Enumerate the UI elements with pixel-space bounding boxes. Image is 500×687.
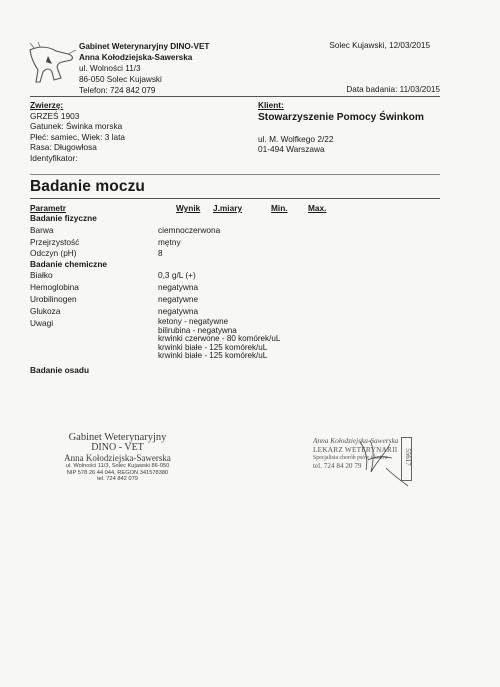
- client-street: ul. M. Wolfkego 2/22: [258, 133, 334, 144]
- header-result: Wynik: [176, 203, 201, 213]
- place-date: Solec Kujawski, 12/03/2015: [329, 41, 430, 50]
- section-physical: Badanie fizyczne: [30, 213, 97, 223]
- clinic-logo-icon: [28, 42, 80, 88]
- row-value-ph: 8: [158, 248, 163, 258]
- row-label-color: Barwa: [30, 225, 54, 235]
- stamp-clinic-line: ul. Wolności 11/3, Solec Kujawski 86-050: [65, 463, 170, 469]
- header-min: Min.: [271, 203, 288, 213]
- client-divider: [30, 174, 440, 175]
- row-value-protein: 0,3 g/L (+): [158, 270, 196, 280]
- row-value-clarity: mętny: [158, 237, 181, 247]
- animal-block: [30, 100, 125, 164]
- row-label-glucose: Glukoza: [30, 306, 61, 316]
- row-label-clarity: Przejrzystość: [30, 237, 80, 247]
- stamp-clinic-line: tel. 724 842 079: [97, 476, 138, 483]
- row-value-notes: [158, 318, 280, 361]
- row-value-color: ciemnoczerwona: [158, 225, 221, 235]
- clinic-street: ul. Wolności 11/3: [79, 64, 141, 73]
- header-divider: [30, 96, 440, 97]
- notes-line: krwinki białe - 125 komórek/uL: [158, 342, 268, 352]
- clinic-city: 86-050 Solec Kujawski: [79, 75, 162, 84]
- section-sediment: Badanie osadu: [30, 365, 90, 375]
- animal-sex-age: Płeć: samiec, Wiek: 3 lata: [30, 131, 125, 142]
- stamp-doctor-line: LEKARZ WETERYNARII: [313, 445, 398, 454]
- row-value-glucose: negatywna: [158, 306, 199, 316]
- client-heading: Klient:: [258, 100, 284, 110]
- stamp-clinic-line: NIP 578 26 44 044, REGON 341578380: [66, 469, 169, 476]
- exam-date: Data badania: 11/03/2015: [346, 85, 440, 94]
- clinic-phone: Telefon: 724 842 079: [79, 86, 156, 95]
- row-label-ph: Odczyn (pH): [30, 248, 77, 258]
- clinic-owner: Anna Kołodziejska-Sawerska: [79, 53, 193, 62]
- stamp-number: 55617: [404, 448, 412, 466]
- animal-name: GRZEŚ 1903: [30, 110, 80, 121]
- animal-id: Identyfikator:: [30, 152, 78, 163]
- stamp-doctor-line: Specjalista chorób psów i kotów: [313, 455, 389, 461]
- row-label-protein: Białko: [30, 270, 53, 280]
- clinic-header: [79, 41, 209, 96]
- row-value-hemoglobin: negatywna: [158, 282, 199, 292]
- stamp-clinic-line: DINO - VET: [91, 442, 144, 453]
- client-city: 01-494 Warszawa: [258, 144, 325, 155]
- animal-species: Gatunek: Świnka morska: [30, 121, 123, 132]
- row-value-urobilinogen: negatywne: [158, 294, 199, 304]
- stamp-doctor-line: Anna Kołodziejska-Sawerska: [313, 436, 399, 445]
- notes-line: krwinki białe - 125 komórek/uL: [158, 351, 268, 361]
- header-max: Max.: [308, 203, 327, 213]
- page-title: Badanie moczu: [30, 178, 145, 195]
- title-divider: [30, 198, 440, 199]
- animal-breed: Rasa: Długowłosa: [30, 142, 97, 153]
- header-unit: J.miary: [213, 203, 243, 213]
- clinic-name: Gabinet Weterynaryjny DINO-VET: [79, 42, 210, 51]
- animal-heading: Zwierzę:: [30, 100, 64, 110]
- client-block: [258, 100, 424, 155]
- row-label-hemoglobin: Hemoglobina: [30, 282, 79, 292]
- client-name: Stowarzyszenie Pomocy Świnkom: [258, 111, 424, 123]
- clinic-stamp: [50, 432, 185, 483]
- stamp-doctor-line: tel. 724 84 20 79: [313, 462, 362, 470]
- notes-line: ketony - negatywne: [158, 317, 229, 326]
- notes-line: krwinki czerwone - 80 komórek/uL: [158, 334, 281, 344]
- notes-line: bilirubina - negatywna: [158, 325, 237, 335]
- stamp-clinic-line: Anna Kołodziejska-Sawerska: [64, 453, 171, 463]
- row-label-urobilinogen: Urobilinogen: [30, 294, 77, 304]
- section-chemical: Badanie chemiczne: [30, 259, 108, 269]
- stamp-clinic-line: Gabinet Weterynaryjny: [68, 432, 167, 443]
- row-label-notes: Uwagi: [30, 318, 54, 328]
- signature-icon: [330, 430, 430, 490]
- header-param: Parametr: [30, 203, 66, 213]
